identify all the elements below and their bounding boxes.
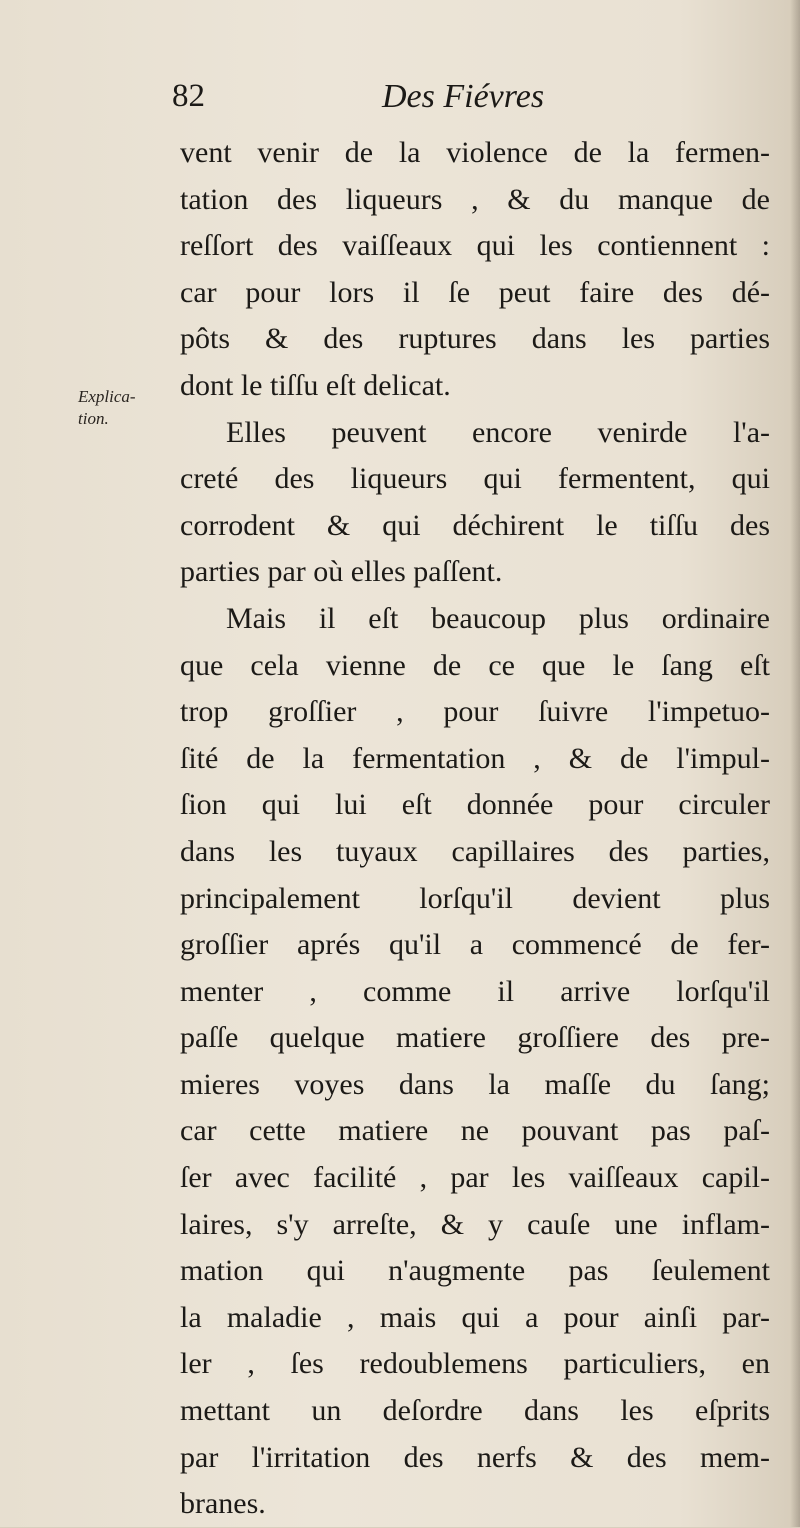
text-line: groſſier aprés qu'il a commencé de fer- [180, 928, 770, 962]
body-text [180, 130, 770, 1528]
text-line: dont le tiſſu eſt delicat. [180, 368, 451, 402]
text-line: parties par où elles paſſent. [180, 555, 503, 589]
margin-note [78, 386, 168, 430]
text-line: reſſort des vaiſſeaux qui les contiennent : [180, 229, 770, 263]
text-line: Mais il eſt beaucoup plus ordinaire [226, 601, 770, 635]
text-line: ler , ſes redoublemens particuliers, en [180, 1347, 770, 1381]
text-line: car pour lors il ſe peut faire des dé- [180, 275, 770, 309]
text-line: paſſe quelque matiere groſſiere des pre- [180, 1021, 770, 1055]
text-line: car cette matiere ne pouvant pas paſ- [180, 1114, 770, 1148]
text-line: creté des liqueurs qui fermentent, qui [180, 462, 770, 496]
text-line: ſité de la fermentation , & de l'impul- [180, 741, 770, 775]
text-line: ſion qui lui eſt donnée pour circuler [180, 788, 770, 822]
text-line: ſer avec facilité , par les vaiſſeaux capil- [180, 1161, 770, 1195]
text-line: tation des liqueurs , & du manque de [180, 182, 770, 216]
text-line: menter , comme il arrive lorſqu'il [180, 974, 770, 1008]
text-line: par l'irritation des nerfs & des mem- [180, 1440, 770, 1474]
text-line: vent venir de la violence de la fermen- [180, 136, 770, 169]
text-line: branes. [180, 1487, 266, 1521]
running-head [172, 78, 772, 128]
page-number: 82 [172, 78, 205, 114]
paragraph [180, 130, 770, 410]
text-line: laires, s'y arreſte, & y cauſe une inflam- [180, 1207, 770, 1241]
text-line: que cela vienne de ce que le ſang eſt [180, 648, 770, 682]
text-line: mettant un deſordre dans les eſprits [180, 1394, 770, 1428]
text-line: dans les tuyaux capillaires des parties, [180, 834, 770, 868]
text-line: trop groſſier , pour ſuivre l'impetuo- [180, 695, 770, 729]
text-line: corrodent & qui déchirent le tiſſu des [180, 508, 770, 542]
text-line: Elles peuvent encore venirde l'a- [226, 415, 770, 449]
paragraph [180, 410, 770, 596]
text-line: mation qui n'augmente pas ſeulement [180, 1254, 770, 1288]
text-line: pôts & des ruptures dans les parties [180, 322, 770, 356]
text-line: mieres voyes dans la maſſe du ſang; [180, 1067, 770, 1101]
text-line: principalement lorſqu'il devient plus [180, 881, 770, 915]
running-title: Des Fiévres [382, 78, 545, 115]
text-line: la maladie , mais qui a pour ainſi par- [180, 1300, 770, 1334]
margin-note-line: tion. [78, 409, 109, 428]
paragraph [180, 596, 770, 1528]
margin-note-line: Explica- [78, 387, 136, 406]
